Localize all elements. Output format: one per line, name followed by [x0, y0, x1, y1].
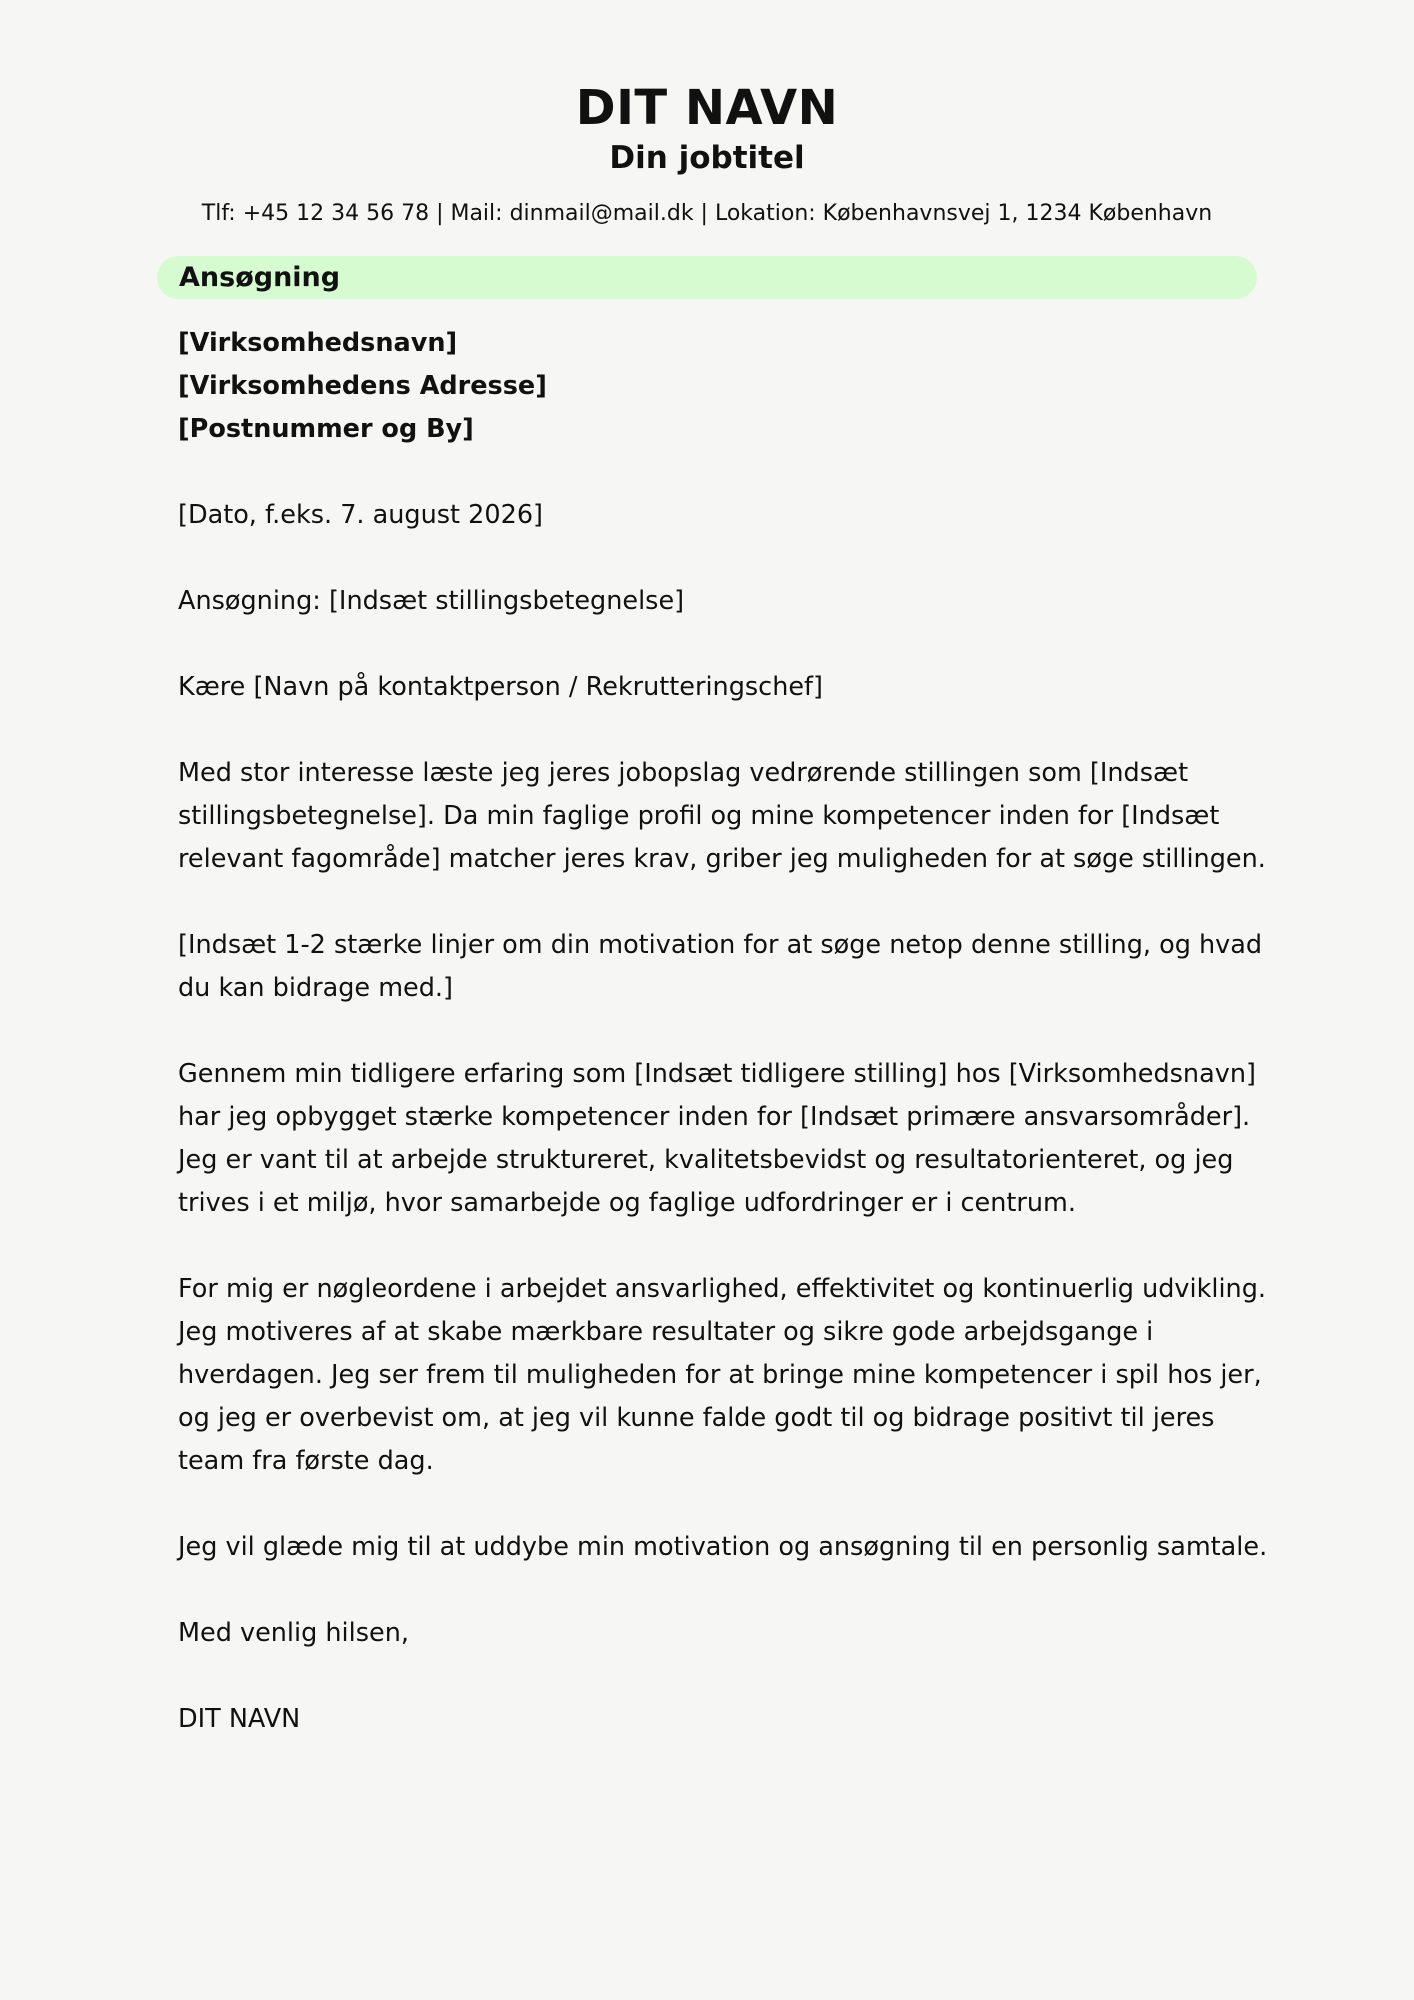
paragraph-closing-remark: Jeg vil glæde mig til at uddybe min motivation og ansøgning til en personlig samtale.: [178, 1532, 1268, 1562]
applicant-jobtitle: Din jobtitel: [609, 140, 805, 176]
applicant-name: DIT NAVN: [575, 80, 839, 136]
letter-subject: Ansøgning: [Indsæt stillingsbetegnelse]: [178, 586, 685, 616]
company-address: [Virksomhedens Adresse]: [178, 371, 547, 401]
company-name: [Virksomhedsnavn]: [178, 328, 458, 358]
postal-city: [Postnummer og By]: [178, 414, 474, 444]
paragraph-intro: Med stor interesse læste jeg jeres jobopslag vedrørende stillingen som [Indsæt stillingsbetegnelse]. Da min faglige profil og mine kompetencer inden for [Indsæt relevant fagområde] matcher jeres krav, griber jeg muligheden for at søge stillingen.: [178, 758, 1266, 874]
letter-closing: Med venlig hilsen,: [178, 1618, 409, 1648]
letter-salutation: Kære [Navn på kontaktperson / Rekrutteringschef]: [178, 672, 823, 702]
paragraph-values: For mig er nøgleordene i arbejdet ansvarlighed, effektivitet og kontinuerlig udvikling. Jeg motiveres af at skabe mærkbare resultater og sikre gode arbejdsgange i hverdagen. Jeg ser frem til muligheden for at bringe mine kompetencer i spil hos jer, og jeg er overbevist om, at jeg vil kunne falde godt til og bidrage positivt til jeres team fra første dag.: [178, 1274, 1266, 1476]
paragraph-motivation: [Indsæt 1-2 stærke linjer om din motivation for at søge netop denne stilling, og hvad du kan bidrage med.]: [178, 930, 1263, 1003]
section-title: Ansøgning: [179, 262, 341, 293]
letter-header: [0, 78, 1414, 178]
section-heading-bar: [157, 256, 1257, 299]
letter-signature: DIT NAVN: [178, 1704, 301, 1734]
paragraph-experience: Gennem min tidligere erfaring som [Indsæt tidligere stilling] hos [Virksomhedsnavn] har jeg opbygget stærke kompetencer inden for [Indsæt primære ansvarsområder]. Jeg er vant til at arbejde struktureret, kvalitetsbevidst og resultatorienteret, og jeg trives i et miljø, hvor samarbejde og faglige udfordringer er i centrum.: [178, 1059, 1256, 1218]
recipient-address: [178, 322, 1288, 451]
contact-line: Tlf: +45 12 34 56 78 | Mail: dinmail@mail.dk | Lokation: Københavnsvej 1, 1234 København: [201, 201, 1213, 226]
letter-body: [178, 322, 1288, 1784]
letter-date: [Dato, f.eks. 7. august 2026]: [178, 500, 544, 530]
